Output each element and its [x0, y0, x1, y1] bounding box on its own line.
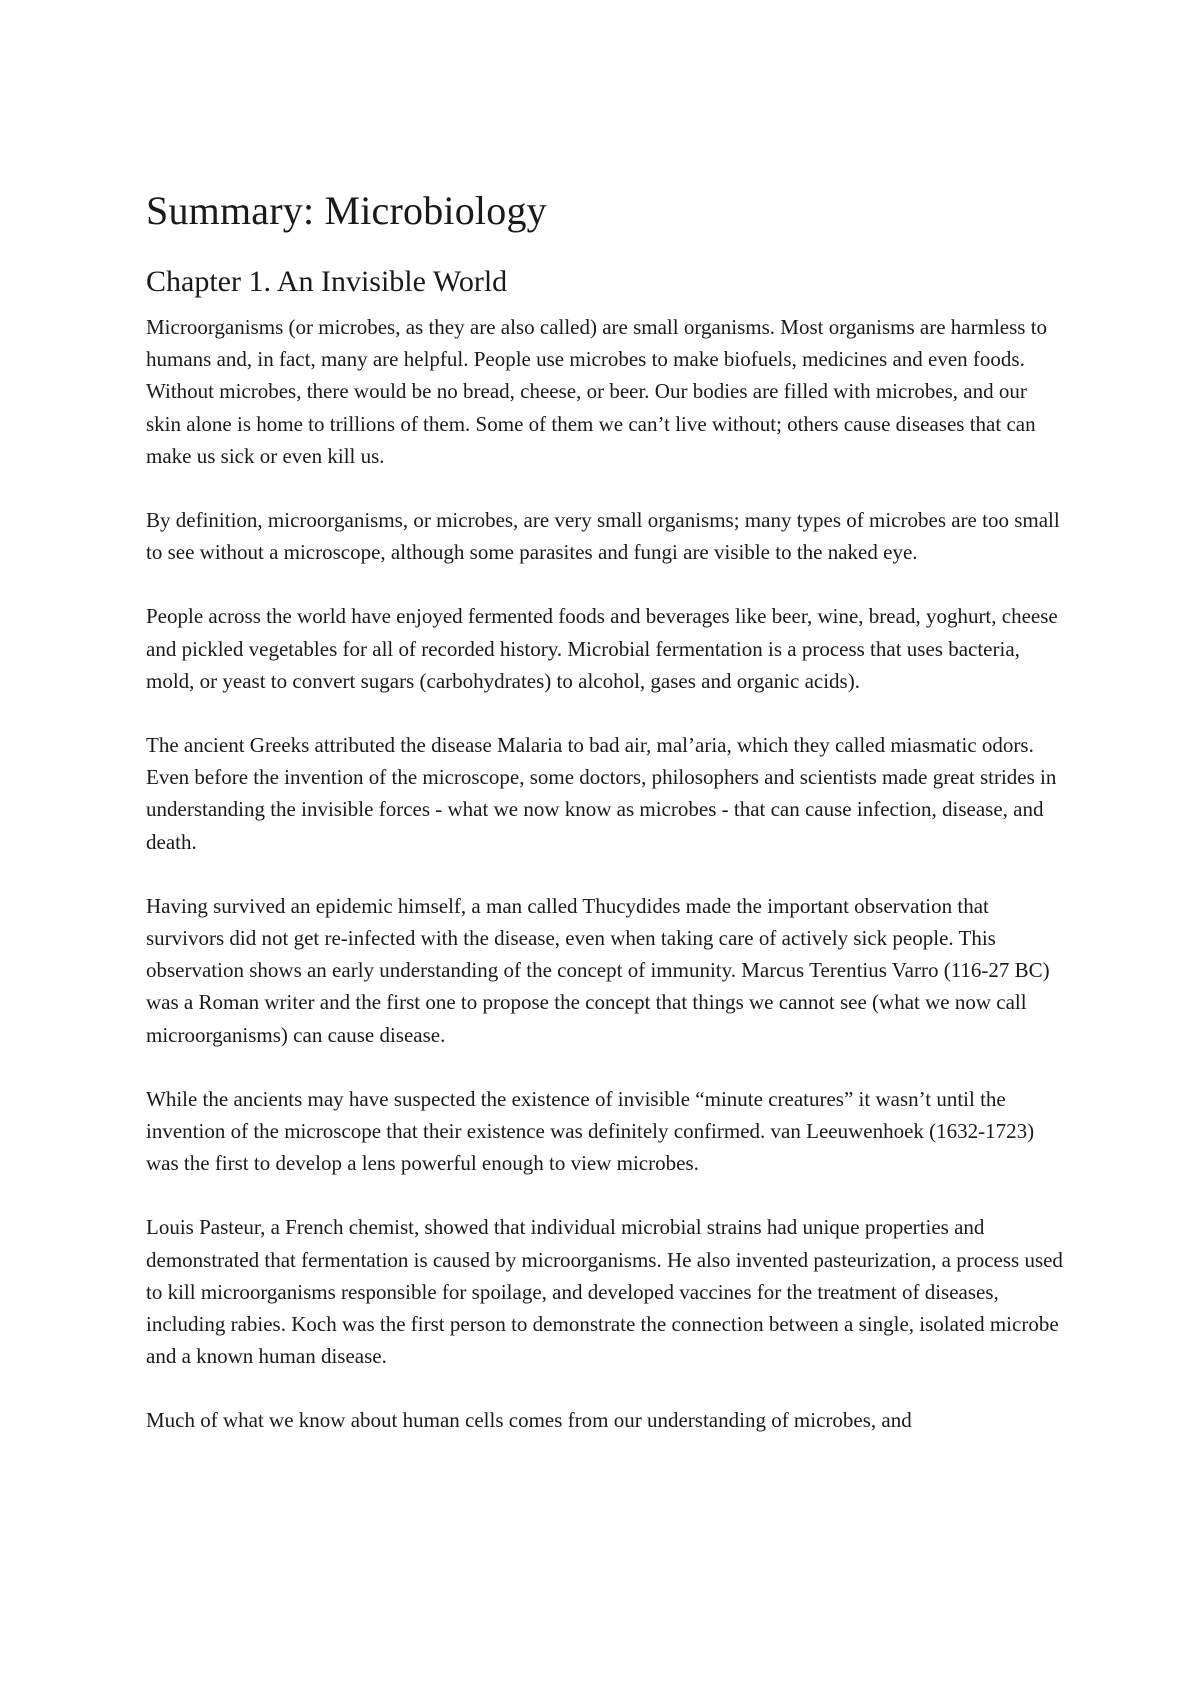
paragraph-5: Having survived an epidemic himself, a man called Thucydides made the important observation that survivors did not get re-infected with the disease, even when taking care of actively sick people. This observation shows an early understanding of the concept of immunity. Marcus Terentius Varro (116-27 BC) was a Roman writer and the first one to propose the concept that things we cannot see (what we now call microorganisms) can cause disease. — [146, 893, 1050, 1047]
paragraph-8: Much of what we know about human cells comes from our understanding of microbes, and — [146, 1408, 912, 1433]
document-body — [146, 186, 1066, 1437]
paragraph-3: People across the world have enjoyed fermented foods and beverages like beer, wine, bread, yoghurt, cheese and pickled vegetables for all of recorded history. Microbial fermentation is a process that uses bacteria, mold, or yeast to convert sugars (carbohydrates) to alcohol, gases and organic acids). — [146, 604, 1058, 693]
paragraph-7: Louis Pasteur, a French chemist, showed that individual microbial strains had unique properties and demonstrated that fermentation is caused by microorganisms. He also invented pasteurization, a process used to kill microorganisms responsible for spoilage, and developed vaccines for the treatment of diseases, including rabies. Koch was the first person to demonstrate the connection between a single, isolated microbe and a known human disease. — [146, 1215, 1063, 1369]
document-title: Summary: Microbiology — [146, 188, 547, 233]
paragraph-2: By definition, microorganisms, or microbes, are very small organisms; many types of microbes are too small to see without a microscope, although some parasites and fungi are visible to the naked eye. — [146, 508, 1060, 565]
chapter-title: Chapter 1. An Invisible World — [146, 265, 508, 298]
paragraph-6: While the ancients may have suspected the existence of invisible “minute creatures” it wasn’t until the invention of the microscope that their existence was definitely confirmed. van Leeuwenhoek (1632-1723) was the first to develop a lens powerful enough to view microbes. — [146, 1086, 1035, 1176]
paragraph-1: Microorganisms (or microbes, as they are also called) are small organisms. Most organisms are harmless to humans and, in fact, many are helpful. People use microbes to make biofuels, medicines and even foods. Without microbes, there would be no bread, cheese, or beer. Our bodies are filled with microbes, and our skin alone is home to trillions of them. Some of them we can’t live without; others cause diseases that can make us sick or even kill us. — [146, 315, 1048, 468]
paragraph-4: The ancient Greeks attributed the disease Malaria to bad air, mal’aria, which they called miasmatic odors. Even before the invention of the microscope, some doctors, philosophers and scientists made great strides in understanding the invisible forces - what we now know as microbes - that can cause infection, disease, and death. — [146, 733, 1057, 854]
